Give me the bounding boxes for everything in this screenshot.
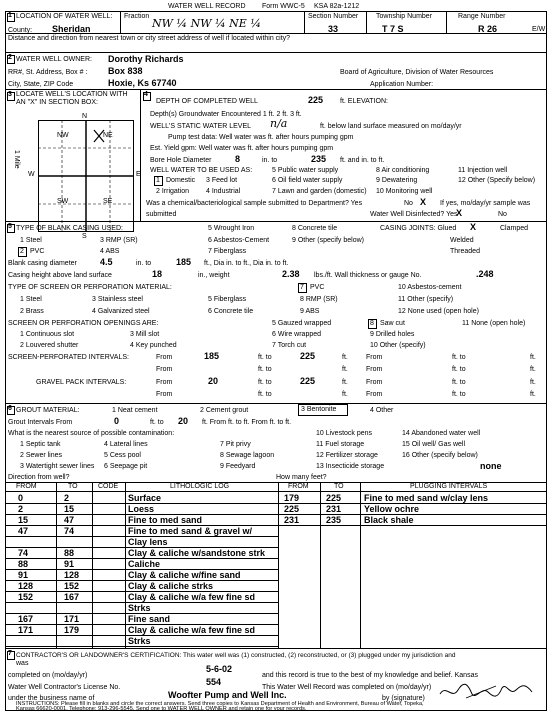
plug-cell-desc: Black shale bbox=[364, 515, 414, 525]
log-cell-to: 2 bbox=[64, 493, 70, 503]
log-cell-from: 167 bbox=[18, 614, 34, 624]
license-label: Water Well Contractor's License No. bbox=[8, 684, 121, 691]
plug-cell-from: 231 bbox=[284, 515, 300, 525]
use-public: 5 Public water supply bbox=[272, 167, 339, 174]
sample-no: No bbox=[404, 200, 413, 207]
address-value: Box 838 bbox=[108, 66, 143, 76]
county-value: Sheridan bbox=[52, 24, 91, 34]
use-industrial: 4 Industrial bbox=[206, 188, 241, 195]
section-5-number: 5 bbox=[8, 223, 12, 230]
contam-fuel: 11 Fuel storage bbox=[316, 441, 365, 448]
submitted-label: submitted bbox=[146, 211, 177, 218]
township-label: Township Number bbox=[376, 13, 433, 20]
screen-pvc: PVC bbox=[310, 284, 325, 291]
screen-7: 7 bbox=[300, 284, 304, 291]
screen-none: 12 None used (open hole) bbox=[398, 308, 479, 315]
joints-label: CASING JOINTS: Glued bbox=[380, 225, 457, 232]
static-level-value: n/a bbox=[270, 117, 288, 130]
locate-label-1: LOCATE WELL'S LOCATION WITH bbox=[16, 91, 128, 98]
blank-depth-value: 185 bbox=[176, 257, 192, 267]
grout-from-value: 0 bbox=[114, 416, 120, 426]
casing-fiberglass: 7 Fiberglass bbox=[208, 248, 247, 255]
gravel-to-label-3: ft. to bbox=[258, 391, 272, 398]
log-cell-desc: Strks bbox=[128, 636, 151, 646]
log-header-lithologic: LITHOLOGIC LOG bbox=[170, 483, 230, 490]
log-cell-desc: Clay & caliche w/a few fine sd bbox=[128, 592, 256, 602]
screen-type-label: TYPE OF SCREEN OR PERFORATION MATERIAL: bbox=[8, 284, 172, 291]
casing-steel: 1 Steel bbox=[20, 237, 42, 244]
log-header-to: TO bbox=[68, 483, 78, 490]
screen-brass: 2 Brass bbox=[20, 308, 44, 315]
log-header-code: CODE bbox=[98, 483, 119, 490]
gravel-from-label-3: From bbox=[156, 391, 173, 398]
open-mill: 3 Mill slot bbox=[130, 331, 160, 338]
form-title: WATER WELL RECORD bbox=[168, 3, 246, 10]
township-value: T 7 S bbox=[382, 24, 404, 34]
gravel-to-label-2: ft. to bbox=[452, 379, 466, 386]
thickness-label: lbs./ft. Wall thickness or gauge No. bbox=[314, 272, 422, 279]
mile-label: 1 Mile bbox=[13, 150, 20, 169]
direction-label: Direction from well? bbox=[8, 474, 70, 481]
static-level-rest: ft. below land surface measured on mo/day/yr bbox=[320, 123, 462, 130]
application-number-label: Application Number: bbox=[370, 81, 434, 88]
contam-seepage: 6 Seepage pit bbox=[104, 463, 148, 470]
perf-ft-3: ft. bbox=[342, 366, 348, 373]
gravel-ft-2: ft. bbox=[530, 379, 536, 386]
log-cell-to: 128 bbox=[64, 570, 80, 580]
plug-cell-to: 231 bbox=[326, 504, 342, 514]
open-8: 8 bbox=[370, 320, 374, 327]
gravel-to-value: 225 bbox=[300, 376, 316, 386]
gravel-intervals-label: GRAVEL PACK INTERVALS: bbox=[36, 379, 127, 386]
true-record-text: and this record is true to the best of my knowledge and belief. Kansas bbox=[262, 672, 478, 679]
joints-clamped: Clamped bbox=[500, 225, 529, 232]
bore-rest: ft. and in. to ft. bbox=[340, 157, 385, 164]
gravel-from-label-1: From bbox=[156, 379, 173, 386]
contam-cesspool: 5 Cess pool bbox=[104, 452, 141, 459]
contam-septic: 1 Septic tank bbox=[20, 441, 61, 448]
casing-2: 2 bbox=[20, 248, 24, 255]
contam-livestock: 10 Livestock pens bbox=[316, 430, 373, 437]
completed-label: completed on (mo/day/yr) bbox=[8, 672, 88, 679]
owner-label: WATER WELL OWNER: bbox=[16, 56, 92, 63]
gravel-to-label-4: ft. to bbox=[452, 391, 466, 398]
section-grid bbox=[38, 120, 134, 232]
log-cell-from: 91 bbox=[18, 570, 29, 580]
log-cell-desc: Loess bbox=[128, 504, 155, 514]
plug-header-intervals: PLUGGING INTERVALS bbox=[410, 483, 488, 490]
grout-cement: 2 Cement grout bbox=[200, 407, 249, 414]
screen-steel: 1 Steel bbox=[20, 296, 42, 303]
contam-none-value: none bbox=[480, 461, 502, 471]
contam-sewer: 2 Sewer lines bbox=[20, 452, 63, 459]
screen-asbestos: 10 Asbestos-cement bbox=[398, 284, 462, 291]
form-number: Form WWC-5 bbox=[262, 3, 305, 10]
depth-value: 225 bbox=[308, 95, 324, 105]
grout-label: GROUT MATERIAL: bbox=[16, 407, 80, 414]
log-cell-from: 2 bbox=[18, 504, 24, 514]
contam-lateral: 4 Lateral lines bbox=[104, 441, 148, 448]
plug-cell-from: 179 bbox=[284, 493, 300, 503]
section-2-number: 2 bbox=[8, 54, 12, 61]
use-domestic: Domestic bbox=[166, 177, 196, 184]
use-injection: 11 Injection well bbox=[458, 167, 508, 174]
joints-threaded: Threaded bbox=[450, 248, 480, 255]
use-air: 8 Air conditioning bbox=[376, 167, 430, 174]
log-cell-to: 74 bbox=[64, 526, 75, 536]
open-none: 11 None (open hole) bbox=[462, 320, 526, 327]
range-value: R 26 bbox=[478, 24, 498, 34]
nw-quadrant: NW bbox=[57, 132, 69, 139]
grout-to-value: 20 bbox=[178, 416, 189, 426]
license-value: 554 bbox=[206, 677, 222, 687]
log-header-from: FROM bbox=[16, 483, 37, 490]
ksa-ref: KSA 82a-1212 bbox=[314, 3, 360, 10]
gravel-ft-3: ft. bbox=[342, 391, 348, 398]
log-cell-desc: Caliche bbox=[128, 559, 161, 569]
business-value: Woofter Pump and Well Inc. bbox=[168, 690, 287, 700]
east-label: E bbox=[136, 171, 141, 178]
casing-abs: 4 ABS bbox=[100, 248, 120, 255]
blank-dia-value: 4.5 bbox=[100, 257, 113, 267]
casing-rmp: 3 RMP (SR) bbox=[100, 237, 138, 244]
gravel-ft-4: ft. bbox=[530, 391, 536, 398]
plug-header-from: FROM bbox=[288, 483, 309, 490]
open-key: 4 Key punched bbox=[130, 342, 177, 349]
contam-insecticide: 13 Insecticide storage bbox=[316, 463, 385, 470]
log-cell-desc: Fine to med sand bbox=[128, 515, 203, 525]
section-3-number: 3 bbox=[8, 91, 12, 98]
east-west: E/W bbox=[532, 26, 546, 33]
open-sawcut: Saw cut bbox=[380, 320, 405, 327]
contam-fertilizer: 12 Fertilizer storage bbox=[316, 452, 378, 459]
log-cell-from: 128 bbox=[18, 581, 34, 591]
gravel-ft-1: ft. bbox=[342, 379, 348, 386]
static-level-label: WELL'S STATIC WATER LEVEL bbox=[150, 123, 252, 130]
section-7-number: 7 bbox=[8, 650, 12, 657]
perf-ft-2: ft. bbox=[530, 354, 536, 361]
casing-concrete: 8 Concrete tile bbox=[292, 225, 338, 232]
contam-other: 16 Other (specify below) bbox=[402, 452, 478, 459]
use-oilfield: 6 Oil field water supply bbox=[272, 177, 343, 184]
contam-privy: 7 Pit privy bbox=[220, 441, 251, 448]
grout-other: 4 Other bbox=[370, 407, 394, 414]
openings-label: SCREEN OR PERFORATION OPENINGS ARE: bbox=[8, 320, 159, 327]
log-cell-desc: Clay & caliche strks bbox=[128, 581, 214, 591]
log-cell-from: 152 bbox=[18, 592, 34, 602]
casing-pvc: PVC bbox=[30, 248, 45, 255]
record-completed-text: This Water Well Record was completed on (mo/day/yr) bbox=[262, 684, 432, 691]
use-feedlot: 3 Feed lot bbox=[206, 177, 238, 184]
use-irrigation: 2 Irrigation bbox=[156, 188, 190, 195]
disinfected-no: No bbox=[498, 211, 507, 218]
perf-to-label-2: ft. to bbox=[452, 354, 466, 361]
screen-galvanized: 4 Galvanized steel bbox=[92, 308, 150, 315]
joints-welded: Welded bbox=[450, 237, 474, 244]
bore-label: Bore Hole Diameter bbox=[150, 157, 212, 164]
perf-to-value: 225 bbox=[300, 351, 316, 361]
plug-cell-from: 225 bbox=[284, 504, 300, 514]
log-cell-desc: Fine sand bbox=[128, 614, 171, 624]
screen-stainless: 3 Stainless steel bbox=[92, 296, 143, 303]
perf-from-label-2: From bbox=[366, 354, 383, 361]
sample-no-mark: X bbox=[420, 197, 427, 207]
disinfected-label: Water Well Disinfected? Yes bbox=[370, 211, 458, 218]
sw-quadrant: SW bbox=[57, 198, 69, 205]
disinfected-mark: X bbox=[456, 208, 463, 218]
south-label: S bbox=[82, 233, 87, 240]
log-cell-desc: Clay & caliche w/sandstone strk bbox=[128, 548, 266, 558]
log-cell-to: 171 bbox=[64, 614, 80, 624]
log-cell-from: 0 bbox=[18, 493, 24, 503]
perf-from-label-3: From bbox=[156, 366, 173, 373]
location-label: LOCATION OF WATER WELL: bbox=[16, 13, 113, 20]
log-cell-to: 15 bbox=[64, 504, 75, 514]
perf-ft-4: ft. bbox=[530, 366, 536, 373]
perf-from-label-1: From bbox=[156, 354, 173, 361]
open-torch: 7 Torch cut bbox=[272, 342, 307, 349]
open-wire: 6 Wire wrapped bbox=[272, 331, 322, 338]
gravel-from-label-4: From bbox=[366, 391, 383, 398]
open-other: 10 Other (specify) bbox=[370, 342, 426, 349]
perf-from-label-4: From bbox=[366, 366, 383, 373]
county-label: County: bbox=[8, 27, 33, 34]
log-cell-to: 91 bbox=[64, 559, 75, 569]
perf-to-label-1: ft. to bbox=[258, 354, 272, 361]
grout-bentonite: 3 Bentonite bbox=[301, 406, 337, 413]
distance-label: Distance and direction from nearest town or city street address of well if located within city? bbox=[8, 35, 291, 42]
open-drilled: 9 Drilled holes bbox=[370, 331, 415, 338]
city-value: Hoxie, Ks 67740 bbox=[108, 78, 177, 88]
sample-rest: If yes, mo/day/yr sample was bbox=[440, 200, 531, 207]
screen-abs: 9 ABS bbox=[300, 308, 320, 315]
open-louvered: 2 Louvered shutter bbox=[20, 342, 79, 349]
screen-rmp: 8 RMP (SR) bbox=[300, 296, 338, 303]
section-number-label: Section Number bbox=[308, 13, 359, 20]
bore-value: 8 bbox=[235, 154, 241, 164]
screen-other: 11 Other (specify) bbox=[398, 296, 454, 303]
screen-concrete: 6 Concrete tile bbox=[208, 308, 254, 315]
blank-rest: ft., Dia in. to ft., Dia in. to ft. bbox=[204, 260, 289, 267]
thickness-value: .248 bbox=[476, 269, 494, 279]
plug-row-divider bbox=[278, 525, 546, 526]
casing-asbestos: 6 Asbestos-Cement bbox=[208, 237, 270, 244]
bore-depth-value: 235 bbox=[311, 154, 327, 164]
contam-abandoned: 14 Abandoned water well bbox=[402, 430, 481, 437]
height-label: Casing height above land surface bbox=[8, 272, 112, 279]
est-yield-line: Est. Yield gpm: Well water was ft. after hours pumping gpm bbox=[150, 145, 334, 152]
use-other: 12 Other (Specify below) bbox=[458, 177, 536, 184]
log-cell-desc: Strks bbox=[128, 603, 151, 613]
blank-to-label: in. to bbox=[136, 260, 152, 267]
section-number-value: 33 bbox=[328, 24, 339, 34]
fraction-value: NW ¼ NW ¼ NE ¼ bbox=[152, 17, 261, 30]
use-label: WELL WATER TO BE USED AS: bbox=[150, 167, 253, 174]
log-cell-from: 15 bbox=[18, 515, 29, 525]
log-cell-from: 88 bbox=[18, 559, 29, 569]
plug-cell-to: 235 bbox=[326, 515, 342, 525]
contam-feedyard: 9 Feedyard bbox=[220, 463, 256, 470]
blank-dia-label: Blank casing diameter bbox=[8, 260, 77, 267]
locate-label-2: AN "X" IN SECTION BOX: bbox=[16, 99, 98, 106]
perf-to-label-4: ft. to bbox=[452, 366, 466, 373]
certification-text: CONTRACTOR'S OR LANDOWNER'S CERTIFICATION: This water well was (1) constructed, (2) reconstructed, or (3) plugged under my jurisdiction and bbox=[16, 652, 456, 659]
log-cell-desc: Clay & caliche w/a few fine sd bbox=[128, 625, 256, 635]
board-label: Board of Agriculture, Division of Water Resources bbox=[340, 69, 494, 76]
se-quadrant: SE bbox=[103, 198, 113, 205]
log-cell-to: 88 bbox=[64, 548, 75, 558]
grout-intervals-label: Grout Intervals From bbox=[8, 419, 73, 426]
log-cell-from: 47 bbox=[18, 526, 29, 536]
gravel-from-label-2: From bbox=[366, 379, 383, 386]
grout-neat: 1 Neat cement bbox=[112, 407, 158, 414]
log-cell-to: 179 bbox=[64, 625, 80, 635]
sample-question: Was a chemical/bacteriological sample submitted to Department? Yes bbox=[146, 200, 363, 207]
depth-label: DEPTH OF COMPLETED WELL bbox=[156, 98, 258, 105]
log-cell-from: 74 bbox=[18, 548, 29, 558]
address-label: RR#, St. Address, Box # : bbox=[8, 69, 88, 76]
fraction-label: Fraction bbox=[124, 13, 150, 20]
log-cell-desc: Clay & caliche w/fine sand bbox=[128, 570, 241, 580]
plug-cell-desc: Fine to med sand w/clay lens bbox=[364, 493, 489, 503]
north-label: N bbox=[82, 113, 88, 120]
city-label: City, State, ZIP Code bbox=[8, 81, 74, 88]
height-value: 18 bbox=[152, 269, 163, 279]
use-lawn: 7 Lawn and garden (domestic) bbox=[272, 188, 367, 195]
plug-cell-desc: Yellow ochre bbox=[364, 504, 420, 514]
section-6-number: 6 bbox=[8, 405, 12, 412]
screen-fiberglass: 5 Fiberglass bbox=[208, 296, 247, 303]
bore-to-label: in. to bbox=[262, 157, 278, 164]
weight-label: in., weight bbox=[198, 272, 230, 279]
perf-ft-1: ft. bbox=[342, 354, 348, 361]
log-cell-from: 171 bbox=[18, 625, 34, 635]
log-cell-desc: Fine to med sand & gravel w/ bbox=[128, 526, 253, 536]
signature-mark bbox=[436, 680, 536, 702]
weight-value: 2.38 bbox=[282, 269, 300, 279]
use-monitoring: 10 Monitoring well bbox=[376, 188, 433, 195]
gravel-from-value: 20 bbox=[208, 376, 219, 386]
completed-value: 5-6-02 bbox=[206, 664, 233, 674]
instructions-1: INSTRUCTIONS: Please fill in blanks and circle the correct answers. Send three copies to Kansas Department of Health and Environment, Bureau of Water, Topeka, bbox=[16, 701, 424, 707]
log-cell-to: 167 bbox=[64, 592, 80, 602]
perf-to-label-3: ft. to bbox=[258, 366, 272, 373]
log-cell-desc: Surface bbox=[128, 493, 162, 503]
elevation-label: ft. ELEVATION: bbox=[340, 98, 388, 105]
log-row-divider bbox=[5, 646, 278, 647]
perf-intervals-label: SCREEN-PERFORATED INTERVALS: bbox=[8, 354, 129, 361]
how-many-feet-label: How many feet? bbox=[276, 474, 327, 481]
log-cell-to: 152 bbox=[64, 581, 80, 591]
open-gauzed: 5 Gauzed wrapped bbox=[272, 320, 332, 327]
contam-watertight: 3 Watertight sewer lines bbox=[20, 463, 95, 470]
joints-mark: X bbox=[470, 222, 477, 232]
range-label: Range Number bbox=[458, 13, 506, 20]
instructions-2: Kansas 66620-0001. Telephone: 913-296-5545. Send one to WATER WELL OWNER and retain one for your records. bbox=[16, 706, 307, 712]
use-1: 1 bbox=[156, 177, 160, 184]
plug-header-to: TO bbox=[334, 483, 344, 490]
grout-rest: ft. From ft. to ft. From ft. to ft. bbox=[202, 419, 292, 426]
signature-label: by (signature) bbox=[382, 695, 425, 702]
contam-lagoon: 8 Sewage lagoon bbox=[220, 452, 275, 459]
contamination-label: What is the nearest source of possible contamination: bbox=[8, 430, 175, 437]
casing-wrought: 5 Wrought Iron bbox=[208, 225, 255, 232]
groundwater-line: Depth(s) Groundwater Encountered 1 ft. 2 ft. 3 ft. bbox=[150, 111, 302, 118]
casing-other: 9 Other (specify below) bbox=[292, 237, 364, 244]
log-cell-desc: Clay lens bbox=[128, 537, 168, 547]
business-label: under the business name of bbox=[8, 695, 95, 702]
section-1-number: 1 bbox=[8, 12, 12, 19]
grout-to-label: ft. to bbox=[150, 419, 164, 426]
owner-value: Dorothy Richards bbox=[108, 54, 184, 64]
contam-oilwell: 15 Oil well/ Gas well bbox=[402, 441, 466, 448]
plug-cell-to: 225 bbox=[326, 493, 342, 503]
gravel-to-label-1: ft. to bbox=[258, 379, 272, 386]
perf-from-value: 185 bbox=[204, 351, 220, 361]
section-4-number: 4 bbox=[144, 91, 148, 98]
open-continuous: 1 Continuous slot bbox=[20, 331, 75, 338]
west-label: W bbox=[28, 171, 35, 178]
log-cell-to: 47 bbox=[64, 515, 75, 525]
certification-was: was bbox=[16, 660, 29, 667]
ne-quadrant: NE bbox=[103, 132, 113, 139]
pump-test-line: Pump test data: Well water was ft. after hours pumping gpm bbox=[168, 134, 354, 141]
use-dewatering: 9 Dewatering bbox=[376, 177, 418, 184]
casing-label: TYPE OF BLANK CASING USED: bbox=[16, 225, 123, 232]
